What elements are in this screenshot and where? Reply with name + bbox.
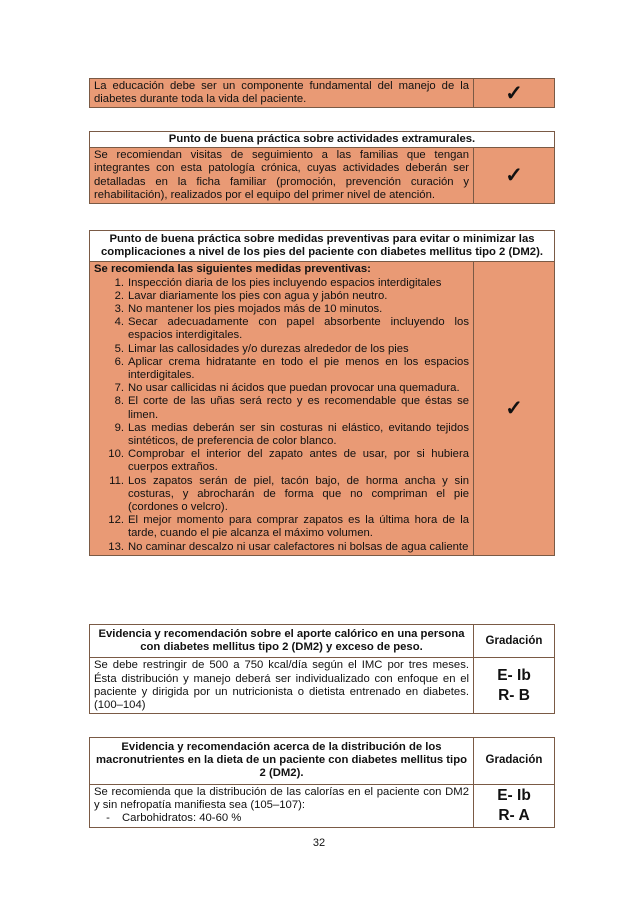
list-item-number: 13. xyxy=(108,540,124,553)
macronutrient-text: Se recomienda que la distribución de las calorías en el paciente con DM2 y sin nefropatía manifiesta sea (105–107): xyxy=(94,785,469,811)
list-item-text: No caminar descalzo ni usar calefactores ni bolsas de agua caliente xyxy=(128,540,469,553)
list-item-text: Inspección diaria de los pies incluyendo espacios interdigitales xyxy=(128,276,442,289)
extramural-title: Punto de buena práctica sobre actividades extramurales. xyxy=(90,132,555,148)
carbohydrates-item: Carbohidratos: 40-60 % xyxy=(122,812,242,825)
list-item-text: Limar las callosidades y/o durezas alrededor de los pies xyxy=(128,342,409,355)
list-item xyxy=(94,316,469,342)
macronutrient-table xyxy=(89,737,555,828)
list-item xyxy=(94,303,469,316)
extramural-text: Se recomiendan visitas de seguimiento a las familias que tengan integrantes con esta patología crónica, cuyas actividades deberán ser detalladas en la ficha familiar (promoción, prevención curación y rehabilitación), realizados por el equipo del primer nivel de atención. xyxy=(90,148,474,204)
list-item xyxy=(94,475,469,515)
list-item-number: 11. xyxy=(109,474,124,487)
list-item-number: 8. xyxy=(114,395,124,408)
macronutrient-body xyxy=(90,784,474,827)
list-item-text: No mantener los pies mojados más de 10 minutos. xyxy=(128,303,383,316)
evidence-grade: E- Ib xyxy=(497,666,531,684)
list-item xyxy=(94,541,469,554)
education-table xyxy=(89,78,555,108)
list-item-number: 10. xyxy=(108,448,124,461)
list-item-text: Aplicar crema hidratante en todo el pie menos en los espacios interdigitales. xyxy=(128,355,469,382)
caloric-table xyxy=(89,624,555,714)
list-item xyxy=(94,382,469,395)
list-item-text: Los zapatos serán de piel, tacón bajo, de horma ancha y sin costuras, y abrocharán de forma que no compriman el pie (cordones o velcro). xyxy=(128,474,469,514)
list-item xyxy=(94,343,469,356)
macronutrient-grade-header: Gradación xyxy=(474,738,555,785)
list-item-number: 2. xyxy=(114,289,124,302)
list-item-text: Comprobar el interior del zapato antes de usar, por si hubiera cuerpos extraños. xyxy=(128,448,469,474)
list-item-number: 3. xyxy=(114,303,124,316)
caloric-grade-header: Gradación xyxy=(474,625,555,658)
page-number: 32 xyxy=(312,837,326,849)
education-text: La educación debe ser un componente fundamental del manejo de la diabetes durante toda la vida del paciente. xyxy=(90,79,474,108)
list-item xyxy=(94,812,469,825)
list-item xyxy=(94,356,469,382)
list-item-number: 9. xyxy=(114,421,124,434)
macronutrient-grade xyxy=(474,784,555,827)
foot-prevention-intro: Se recomienda las siguientes medidas preventivas: xyxy=(94,263,371,276)
recommendation-grade: R- A xyxy=(498,806,530,824)
recommendation-grade: R- B xyxy=(498,686,530,704)
list-item-text: El corte de las uñas será recto y es recomendable que éstas se limen. xyxy=(128,395,469,421)
list-item xyxy=(94,448,469,474)
list-item xyxy=(94,514,469,540)
extramural-table xyxy=(89,131,555,204)
list-item-text: Las medias deberán ser sin costuras ni elástico, evitando tejidos sintéticos, de preferencia de color blanco. xyxy=(128,421,469,448)
list-item xyxy=(94,395,469,421)
list-item-number: 7. xyxy=(114,382,124,395)
list-item-text: No usar callicidas ni ácidos que puedan provocar una quemadura. xyxy=(128,382,460,395)
foot-prevention-table xyxy=(89,230,555,556)
macronutrient-title: Evidencia y recomendación acerca de la distribución de los macronutrientes en la dieta de un paciente con diabetes mellitus tipo 2 (DM2). xyxy=(90,738,474,785)
list-item-number: 5. xyxy=(114,342,124,355)
macronutrient-list xyxy=(94,812,469,825)
foot-prevention-title: Punto de buena práctica sobre medidas preventivas para evitar o minimizar las complicaciones a nivel de los pies del paciente con diabetes mellitus tipo 2 (DM2). xyxy=(90,231,555,262)
bullet-dash: - xyxy=(106,812,110,825)
caloric-grade xyxy=(474,658,555,714)
caloric-text: Se debe restringir de 500 a 750 kcal/día según el IMC por tres meses. Ésta distribución y manejo deberá ser individualizado con enfoque en el paciente y dirigida por un nutricionista o dietista entrenado en diabetes. (100–104) xyxy=(90,658,474,714)
foot-prevention-body xyxy=(90,262,474,555)
list-item-text: Lavar diariamente los pies con agua y jabón neutro. xyxy=(128,289,388,302)
check-icon: ✓ xyxy=(474,79,555,108)
list-item-number: 4. xyxy=(114,316,124,329)
evidence-grade: E- Ib xyxy=(497,786,531,804)
list-item xyxy=(94,422,469,448)
list-item-number: 6. xyxy=(114,355,124,368)
check-icon: ✓ xyxy=(474,262,555,555)
list-item-text: El mejor momento para comprar zapatos es la última hora de la tarde, cuando el pie alcanza el máximo volumen. xyxy=(128,514,469,540)
check-icon: ✓ xyxy=(474,148,555,204)
foot-prevention-list xyxy=(94,277,469,554)
list-item-number: 12. xyxy=(108,514,124,527)
list-item xyxy=(94,277,469,290)
list-item-text: Secar adecuadamente con papel absorbente incluyendo los espacios interdigitales. xyxy=(128,316,469,342)
list-item-number: 1. xyxy=(114,276,124,289)
list-item xyxy=(94,290,469,303)
caloric-title: Evidencia y recomendación sobre el aporte calórico en una persona con diabetes mellitus tipo 2 (DM2) y exceso de peso. xyxy=(90,625,474,658)
